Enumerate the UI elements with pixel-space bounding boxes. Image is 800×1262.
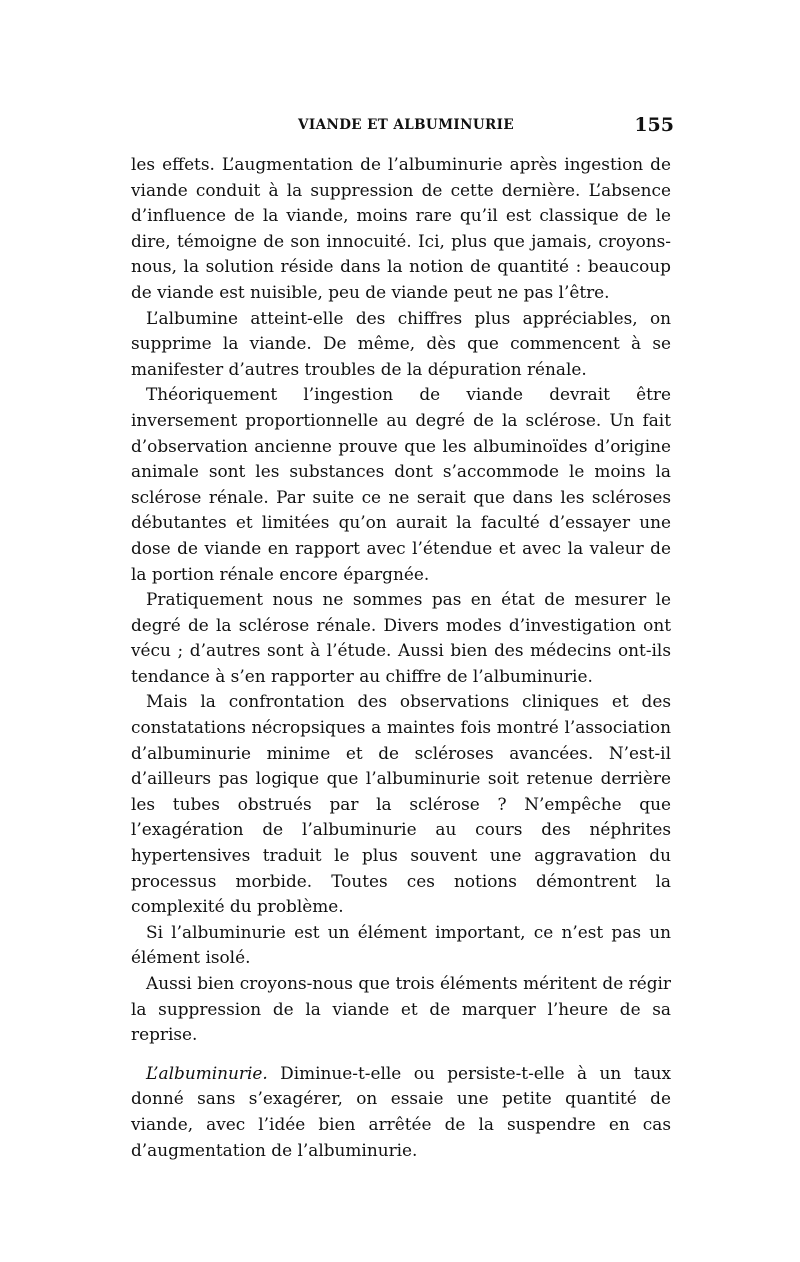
italic-lead: L’albuminurie. [146,1062,268,1083]
paragraph: Pratiquement nous ne sommes pas en état de mesurer le degré de la sclérose rénale. Divers modes d’investigation ont vécu ; d’autres sont à l’étude. Aussi bien des médecins ont-ils tendance à s’en rapporter au chiffre de l’albuminurie. [131,589,671,686]
paragraph: L’albumine atteint-elle des chiffres plus appréciables, on supprime la viande. De même, dès que commencent à se manifester d’autres troubles de la dépuration rénale. [131,307,671,379]
running-title: VIANDE ET ALBUMINURIE [298,117,515,133]
paragraph-text: Diminue-t-elle ou persiste-t-elle à un taux donné sans s’exagérer, on essaie une petite quantité de viande, avec l’idée bien arrêtée de la suspendre en cas d’augmentation de l’albuminurie. [131,1062,671,1160]
body-text [131,152,671,1163]
paragraph: Aussi bien croyons-nous que trois éléments méritent de régir la suppression de la viande et de marquer l’heure de sa reprise. [131,973,671,1045]
paragraph: Théoriquement l’ingestion de viande devrait être inversement proportionnelle au degré de la sclérose. Un fait d’observation ancienne prouve que les albuminoïdes d’origine animale sont les substances dont s’accommode le moins la sclérose rénale. Par suite ce ne serait que dans les scléroses débutantes et limitées qu’on aurait la faculté d’essayer une dose de viande en rapport avec l’étendue et avec la valeur de la portion rénale encore épargnée. [131,384,671,584]
paragraph: Mais la confrontation des observations cliniques et des constatations nécropsiques a maintes fois montré l’association d’albuminurie minime et de scléroses avancées. N’est-il d’ailleurs pas logique que l’albuminurie soit retenue derrière les tubes obstrués par la sclérose ? N’empêche que l’exagération de l’albuminurie au cours des néphrites hypertensives traduit le plus souvent une aggravation du processus morbide. Toutes ces notions démontrent la complexité du problème. [131,691,671,917]
paragraph-albuminurie [131,1061,671,1163]
page-number: 155 [634,114,674,136]
paragraph: Si l’albuminurie est un élément important, ce n’est pas un élément isolé. [131,921,671,968]
running-head [130,114,676,140]
paragraph: les effets. L’augmentation de l’albuminurie après ingestion de viande conduit à la suppression de cette dernière. L’absence d’influence de la viande, moins rare qu’il est classique de le dire, témoigne de son innocuité. Ici, plus que jamais, croyons-nous, la solution réside dans la notion de quantité : beaucoup de viande est nuisible, peu de viande peut ne pas l’être. [131,154,671,302]
